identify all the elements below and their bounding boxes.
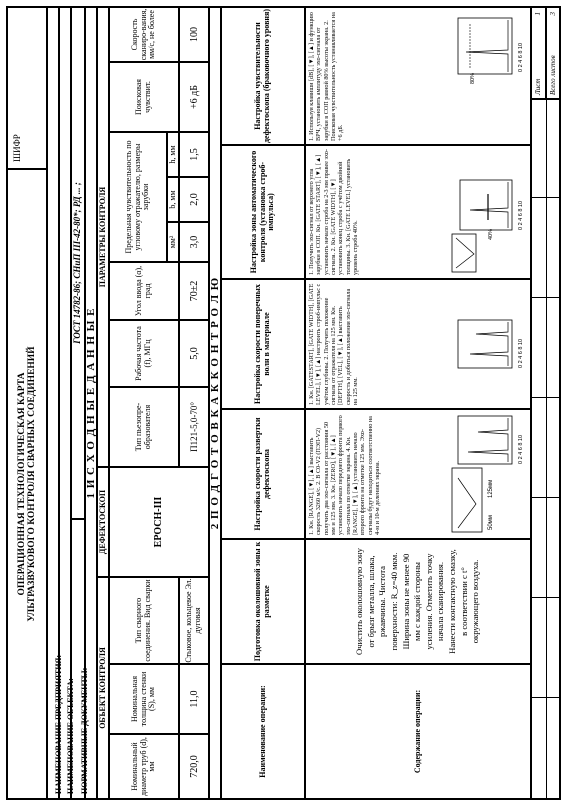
diameter-header: Номинальный диаметр труб (d), мм	[109, 734, 179, 799]
norm-docs-value-cell	[71, 7, 85, 519]
h-subheader: h, мм	[167, 132, 179, 177]
svg-text:50мм: 50мм	[488, 515, 494, 530]
detector-cell	[109, 467, 209, 577]
velocity-text: 1. Кн. [GATESTART], [GATE WIDTH], [GATE LEVEL], [▼], [▲] настроить строб-импульс с учётом глубины. 2. Получить положение сигнала от отражателя на 125 мм. Кн. [DEPTH], [VEL], [▼], [▲] выставить скорость и добиться положения эхо-сигнала на 125 мм.	[308, 283, 359, 405]
sensitivity-text: 1. Используя клавиши [dB], [▼], [▲] и функцию ВРЧ, установить амплитуду эхо-сигнала от зарубки в СОП равной 80% высоты экрана. 2. Поисковая чувствительность устанавливается на +6 дБ.	[308, 12, 345, 141]
section2-title: 2 П О Д Г О Т О В К А К К О Н Т Р О Л Ю	[209, 7, 221, 799]
sheet-value: 1	[534, 12, 542, 16]
h-value: 1,5	[179, 132, 209, 177]
sensitivity-limit-header: Предельная чувствительность по угловому отражателю, размеры зарубки	[109, 132, 167, 262]
svg-text:0 2 4 6 8 10: 0 2 4 6 8 10	[518, 42, 524, 72]
transducer-value: П121-5,0-70°	[179, 387, 209, 467]
object-label: НАИМЕНОВАНИЕ ОБЪЕКТА:	[66, 678, 75, 794]
norm-docs-label-cell	[71, 519, 89, 799]
col-prep-header: Подготовка околошовной зоны к разметке	[221, 539, 305, 664]
stamp-divider	[546, 98, 547, 798]
title-line-1: ОПЕРАЦИОННАЯ ТЕХНОЛОГИЧЕСКАЯ КАРТА	[17, 372, 27, 596]
svg-text:0 2 4 6 8 10: 0 2 4 6 8 10	[518, 434, 524, 464]
op-content-label: Содержание операции:	[305, 664, 531, 799]
svg-text:0 2 4 6 8 10: 0 2 4 6 8 10	[518, 338, 524, 368]
svg-text:0 2 4 6 8 10: 0 2 4 6 8 10	[518, 200, 524, 230]
scan-speed-value: 100	[179, 7, 209, 62]
sweep-diagram	[448, 410, 530, 538]
weld-header: Тип сварного соединения. Вид сварки	[109, 577, 179, 664]
cipher-field: ШИФР	[7, 7, 47, 169]
weld-value: Стыковое, кольцевое Эл. дуговая	[179, 577, 209, 664]
thickness-value: 11,0	[179, 664, 209, 734]
gate-diagram	[448, 146, 530, 278]
svg-text:125мм: 125мм	[488, 479, 494, 498]
mm2-subheader: мм²	[167, 222, 179, 262]
norm-docs-value: ГОСТ 14782-86; СНиП III-42-80*; РД ... ;	[72, 182, 83, 344]
sensitivity-diagram	[448, 8, 530, 144]
b-subheader: b, мм	[167, 177, 179, 222]
detector-group-header: ДЕФЕКТОСКОП	[97, 467, 109, 577]
search-sensitivity-header: Поисковая чувствит.	[109, 62, 179, 132]
enterprise-label: НАИМЕНОВАНИЕ ПРЕДПРИЯТИЯ:	[54, 654, 63, 794]
technology-card	[6, 6, 561, 800]
enterprise-row	[47, 7, 63, 799]
total-sheets-cell	[546, 7, 560, 99]
frequency-value: 5,0	[179, 320, 209, 387]
params-group-header: ПАРАМЕТРЫ КОНТРОЛЯ	[97, 7, 109, 467]
scan-speed-header: Скорость сканиро-вания, мм/с, не более	[109, 7, 179, 62]
col-sweep-header: Настройка скорости развертки дефектоскопа	[221, 409, 305, 539]
title-block	[7, 169, 47, 799]
angle-value: 70±2	[179, 262, 209, 320]
svg-text:40%: 40%	[488, 228, 494, 240]
object-row	[59, 7, 75, 799]
sweep-cell	[305, 409, 531, 539]
total-sheets-label: Всего листов	[549, 55, 557, 95]
b-value: 2,0	[179, 177, 209, 222]
detector-model: ЕРОСН-III	[152, 496, 164, 548]
frequency-header: Рабочая частота (f), МГц	[109, 320, 179, 387]
thickness-header: Номинальная толщина стенки (S), мм	[109, 664, 179, 734]
op-name-label: Наименование операции:	[221, 664, 305, 799]
title-line-2: УЛЬТРАЗВУКОВОГО КОНТРОЛЯ СВАРНЫХ СОЕДИНЕНИЙ	[27, 346, 37, 622]
col-gate-header: Настройка зоны автоматического контроля (установка строб-импульса)	[221, 145, 305, 279]
diameter-value: 720,0	[179, 734, 209, 799]
sweep-text: 1. Кн. [RANGE], [▼], [▲] выставить скорость 3260 м/с. 2. В C0-V2 (ПЭП-V2) получить два эхо-сигнала от расстояния 50 мм и 125 мм. 3. Кн. [ZERO], [▼], [▲] установить начало переднего фронта первого эхо-сигнала по отметке экрана. 4. Кн. [RANGE], [▼], [▲] установить начало второго фронта на отметке 125 мм. Эхо-сигналы будут находиться соответственно на 4-м и 10-м делениях экрана.	[308, 415, 381, 535]
transducer-header: Тип пьезопре-образователя	[109, 387, 179, 467]
gate-text: 1. Получить эхо-сигнал от верхнего угла зарубки в СОП. Кн. [GATE START], [▼], [▲] установить начало строба на 2-3 мм правее эхо-сигнала. 2. Кн. [GATE WIDTH], [▼] установить конец строба с учётом двойной толщины. 3. Кн. [GATE LEVEL] установить уровень строба 40%.	[308, 149, 359, 275]
angle-header: Угол ввода (α), град	[109, 262, 179, 320]
area-value: 3,0	[179, 222, 209, 262]
sheet-cell	[531, 7, 546, 99]
search-sensitivity-value: +6 дБ	[179, 62, 209, 132]
velocity-cell	[305, 279, 531, 409]
gate-cell	[305, 145, 531, 279]
velocity-diagram	[448, 280, 530, 408]
norm-docs-label: НОРМАТИВНЫЕ ДОКУМЕНТЫ:	[80, 667, 89, 794]
svg-text:80%: 80%	[470, 72, 476, 84]
total-sheets-value: 3	[549, 12, 557, 16]
sensitivity-cell	[305, 7, 531, 145]
prep-text: Очистить околошовную зону от брызг металла, шлака, ржавчины. Чистота поверхности: R_z=40 мкм. Ширина зоны не менее 90 мм с каждой стороны усиления. Отметить точку начала сканирования. Нанести контактную смазку, в соответствии с t° окружающего воздуха.	[305, 539, 531, 664]
col-velocity-header: Настройка скорости поперечных волн в материале	[221, 279, 305, 409]
sheet-label: Лист	[534, 78, 542, 95]
footer-stamp-grid	[531, 99, 560, 799]
col-sensitivity-header: Настройка чувствительности дефектоскопа (браковочного уровня)	[221, 7, 305, 145]
section1-title: 1 И С Х О Д Н Ы Е Д А Н Н Ы Е	[85, 7, 97, 799]
object-group-header: ОБЪЕКТ КОНТРОЛЯ	[97, 577, 109, 799]
